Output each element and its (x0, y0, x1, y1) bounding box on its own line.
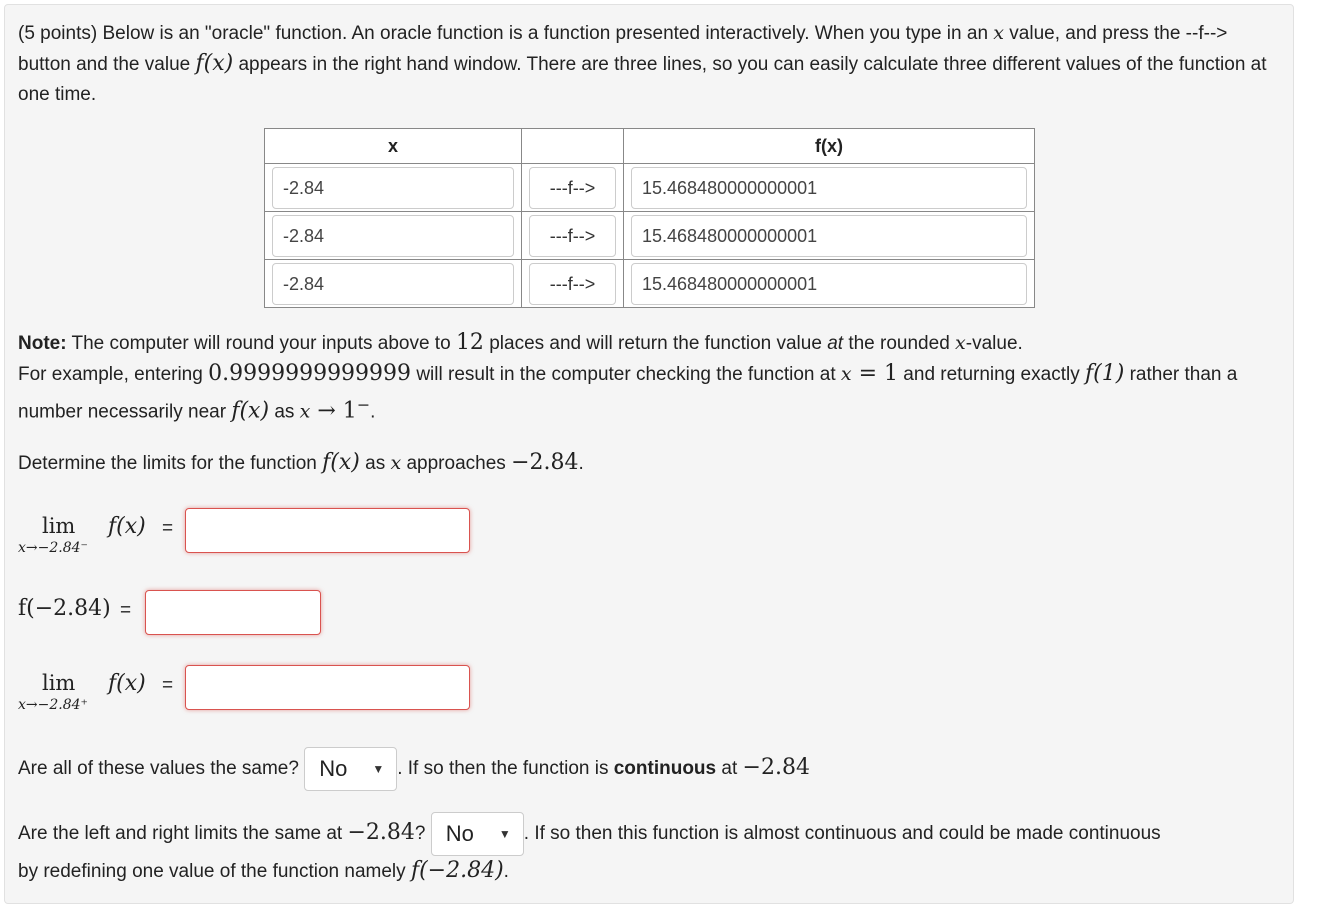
oracle-row (265, 212, 1035, 260)
evaluate-button[interactable]: ---f--> (529, 215, 616, 257)
fx-output[interactable]: 15.468480000000001 (631, 167, 1027, 209)
limits-same-select[interactable]: No ▼ (431, 812, 524, 856)
right-limit-expression: lim x→−2.84⁺ f(x) = (18, 671, 174, 713)
fx-output[interactable]: 15.468480000000001 (631, 263, 1027, 305)
values-same-select[interactable]: No ▼ (304, 747, 397, 791)
removable-discontinuity-question-line2: by redefining one value of the function namely f(−2.84). (18, 858, 509, 883)
note-text: Note: The computer will round your inputs above to 12 places and will return the function value at the rounded x-value. For example, entering 0.9999999999999 will result in the computer checking the function at x = 1 and returning exactly f(1) rather than a number necessarily near f(x) as x → 1−. (18, 330, 1238, 424)
task-text: Determine the limits for the function f(x) as x approaches −2.84. (18, 450, 584, 475)
function-value-answer-input[interactable] (145, 590, 321, 635)
x-input[interactable]: -2.84 (272, 167, 514, 209)
column-header-button (522, 129, 624, 164)
evaluate-button[interactable]: ---f--> (529, 263, 616, 305)
x-input[interactable]: -2.84 (272, 215, 514, 257)
fx-output[interactable]: 15.468480000000001 (631, 215, 1027, 257)
left-limit-answer-input[interactable] (185, 508, 470, 553)
continuity-question: Are all of these values the same? No ▼ . If so then the function is continuous at −2.84 (18, 746, 810, 791)
oracle-row (265, 164, 1035, 212)
column-header-x: x (265, 129, 522, 164)
right-limit-answer-input[interactable] (185, 665, 470, 710)
dropdown-arrow-icon: ▼ (498, 826, 511, 841)
x-input[interactable]: -2.84 (272, 263, 514, 305)
removable-discontinuity-question: Are the left and right limits the same at −2.84? No ▼ . If so then this function is almost continuous and could be made continuous (18, 811, 1280, 856)
column-header-fx: f(x) (624, 129, 1035, 164)
evaluate-button[interactable]: ---f--> (529, 167, 616, 209)
oracle-row (265, 260, 1035, 308)
oracle-table (264, 128, 1035, 308)
function-value-expression: f(−2.84) = (18, 596, 132, 621)
intro-text: (5 points) Below is an "oracle" function. An oracle function is a function presented interactively. When you type in an x value, and press the --f--> button and the value f(x) appears in the right hand window. There are three lines, so you can easily calculate three different values of the function at one time. (18, 22, 1267, 105)
left-limit-expression: lim x→−2.84⁻ f(x) = (18, 514, 174, 556)
dropdown-arrow-icon: ▼ (372, 761, 385, 776)
